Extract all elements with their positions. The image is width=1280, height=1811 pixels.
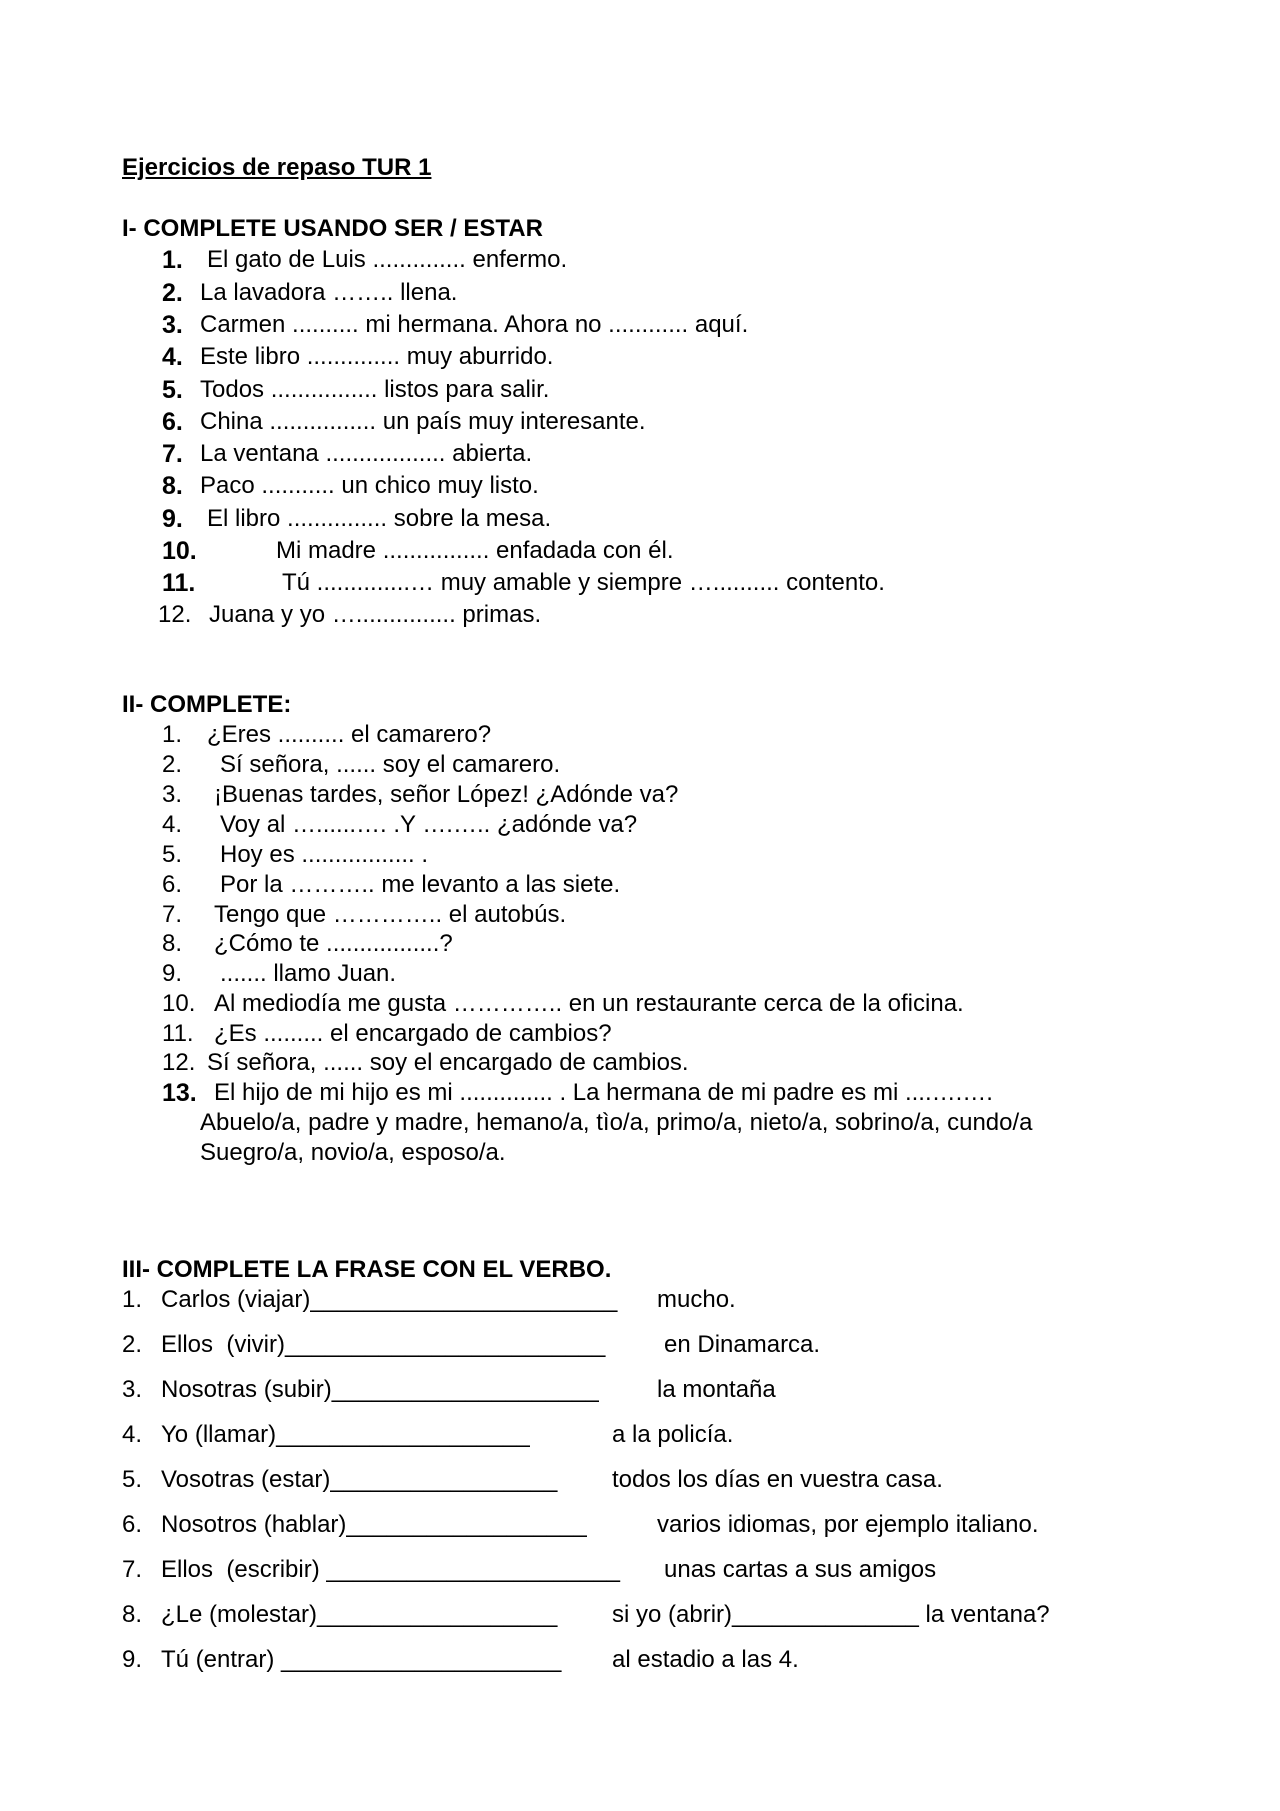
section-3-heading: III- COMPLETE LA FRASE CON EL VERBO. — [122, 1256, 612, 1283]
worksheet-page: Ejercicios de repaso TUR 1 I- COMPLETE USANDO SER / ESTAR 1. El gato de Luis .............. enfermo. 2. La lavadora …….. llena. 3. Carmen .......... mi hermana. Ahora no ............ aquí. 4. Este libro .............. muy aburrido. 5. Todos ................ listos para salir. 6. China ................ un país muy interesante. 7. La ventana .................. abierta. 8. Paco ........... un chico muy listo. 9. El libro ............... sobre la mesa. 10. Mi madre ................ enfadada con él. 11. Tú ..............… muy amable y siempre ….......... contento. 12. Juana y yo …............... primas. II- COMPLETE: 1. ¿Eres .......... el camarero? 2. Sí señora, ...... soy el camarero. 3. ¡Buenas tardes, señor López! ¿Adónde va? 4. Voy al …......…. .Y ….….. ¿adónde va? 5. Hoy es ................. . 6. Por la ……….. me levanto a las siete. 7. Tengo que ………….. el autobús. 8. ¿Cómo te .................? 9. ....... llamo Juan. 10. Al mediodía me gusta ………….. en un restaurante cerca de la oficina. 11. ¿Es ......... el encargado de cambios? 12. Sí señora, ...... soy el encargado de cambios. 13. El hijo de mi hijo es mi .............. . La hermana de mi padre es mi ....….…. Abuelo/a, padre y madre, hemano/a, tìo/a, primo/a, nieto/a, sobrino/a, cundo/a Suegro/a, novio/a, esposo/a. III- COMPLETE LA FRASE CON EL VERBO. 1. Carlos (viajar)_______________________ mucho. 2. Ellos (vivir)________________________ en Dinamarca. 3. Nosotras (subir)____________________ la montaña 4. Yo (llamar)___________________ a la policía. 5. Vosotras (estar)_________________ todos los días en vuestra casa. 6. Nosotros (hablar)__________________ varios idiomas, por ejemplo italiano. 7. Ellos (escribir) ______________________ unas cartas a sus amigos 8. ¿Le (molestar)__________________ si yo (abrir)______________ la ventana? 9. Tú (entrar) _____________________ al estadio a las 4. — [122, 154, 1050, 1673]
vocab-line-2: Suegro/a, novio/a, esposo/a. — [200, 1139, 506, 1166]
page-title: Ejercicios de repaso TUR 1 — [122, 154, 432, 181]
section-1-heading: I- COMPLETE USANDO SER / ESTAR — [122, 215, 543, 242]
vocab-line-1: Abuelo/a, padre y madre, hemano/a, tìo/a, primo/a, nieto/a, sobrino/a, cundo/a — [200, 1109, 1033, 1136]
section-2-heading: II- COMPLETE: — [122, 691, 292, 718]
